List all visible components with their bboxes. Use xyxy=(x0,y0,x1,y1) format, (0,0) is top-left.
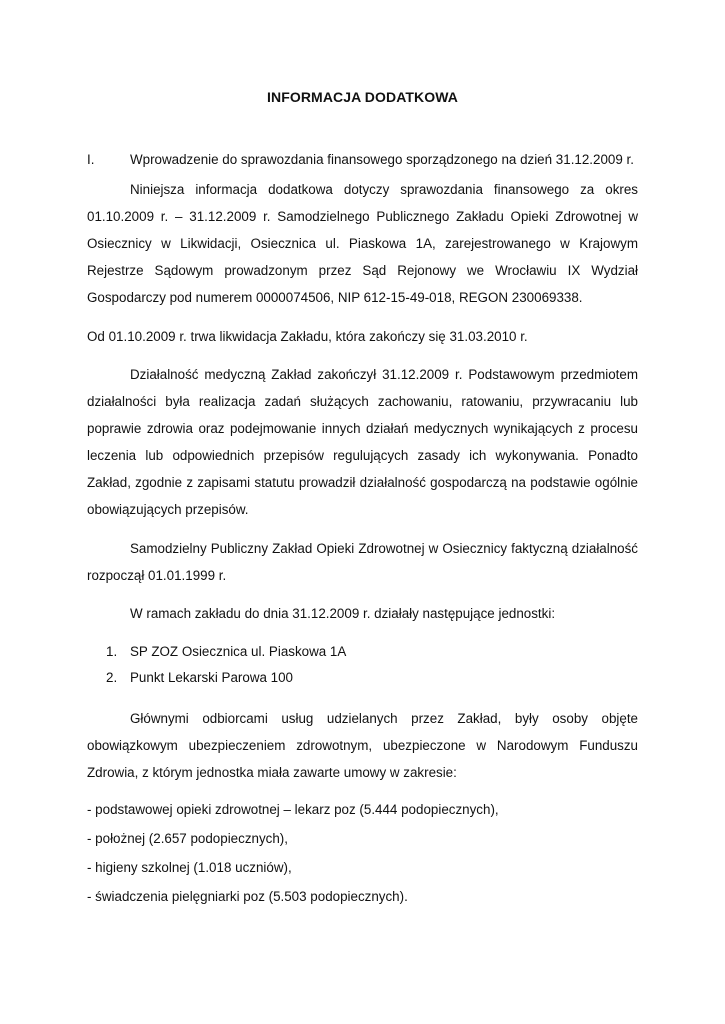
section-heading-text: Wprowadzenie do sprawozdania finansowego sporządzonego na dzień 31.12.2009 r. xyxy=(130,152,634,167)
list-item-number: 2. xyxy=(106,670,118,685)
paragraph-liquidation: Od 01.10.2009 r. trwa likwidacja Zakładu, która zakończy się 31.03.2010 r. xyxy=(87,329,528,344)
list-item-label: Punkt Lekarski Parowa 100 xyxy=(130,670,294,685)
contract-item: - podstawowej opieki zdrowotnej – lekarz poz (5.444 podopiecznych), xyxy=(87,802,499,817)
list-item-number: 1. xyxy=(106,644,118,659)
contract-item: - higieny szkolnej (1.018 uczniów), xyxy=(87,860,292,875)
paragraph-recipients: Głównymi odbiorcami usług udzielanych przez Zakład, były osoby objęte obowiązkowym ubezpieczeniem zdrowotnym, ubezpieczone w Narodowym Funduszu Zdrowia, z którym jednostka miała zawarte umowy w zakresie: xyxy=(87,711,638,780)
paragraph-units-intro: W ramach zakładu do dnia 31.12.2009 r. działały następujące jednostki: xyxy=(130,606,556,621)
paragraph-medical-activity: Działalność medyczną Zakład zakończył 31.12.2009 r. Podstawowym przedmiotem działalności była realizacja zadań służących zachowaniu, ratowaniu, przywracaniu lub poprawie zdrowia oraz podejmowanie innych działań medycznych wynikających z procesu leczenia lub odpowiednich przepisów regulujących zasady ich wykonywania. Ponadto Zakład, zgodnie z zapisami statutu prowadził działalność gospodarczą na podstawie ogólnie obowiązujących przepisów. xyxy=(87,367,638,517)
contract-item: - położnej (2.657 podopiecznych), xyxy=(87,831,288,846)
list-item xyxy=(106,642,606,662)
paragraph-intro: Niniejsza informacja dodatkowa dotyczy sprawozdania finansowego za okres 01.10.2009 r. – 31.12.2009 r. Samodzielnego Publicznego Zakładu Opieki Zdrowotnej w Osiecznicy w Likwidacji, Osiecznica ul. Piaskowa 1A, zarejestrowanego w Krajowym Rejestrze Sądowym prowadzonym przez Sąd Rejonowy we Wrocławiu IX Wydział Gospodarczy pod numerem 0000074506, NIP 612-15-49-018, REGON 230069338. xyxy=(87,182,638,305)
list-item-label: SP ZOZ Osiecznica ul. Piaskowa 1A xyxy=(130,644,347,659)
list-item xyxy=(106,668,606,688)
document-title: INFORMACJA DODATKOWA xyxy=(267,89,458,105)
paragraph-start: Samodzielny Publiczny Zakład Opieki Zdrowotnej w Osiecznicy faktyczną działalność rozpoczął 01.01.1999 r. xyxy=(87,541,638,583)
contract-item: - świadczenia pielęgniarki poz (5.503 podopiecznych). xyxy=(87,889,408,904)
section-number: I. xyxy=(87,152,95,167)
